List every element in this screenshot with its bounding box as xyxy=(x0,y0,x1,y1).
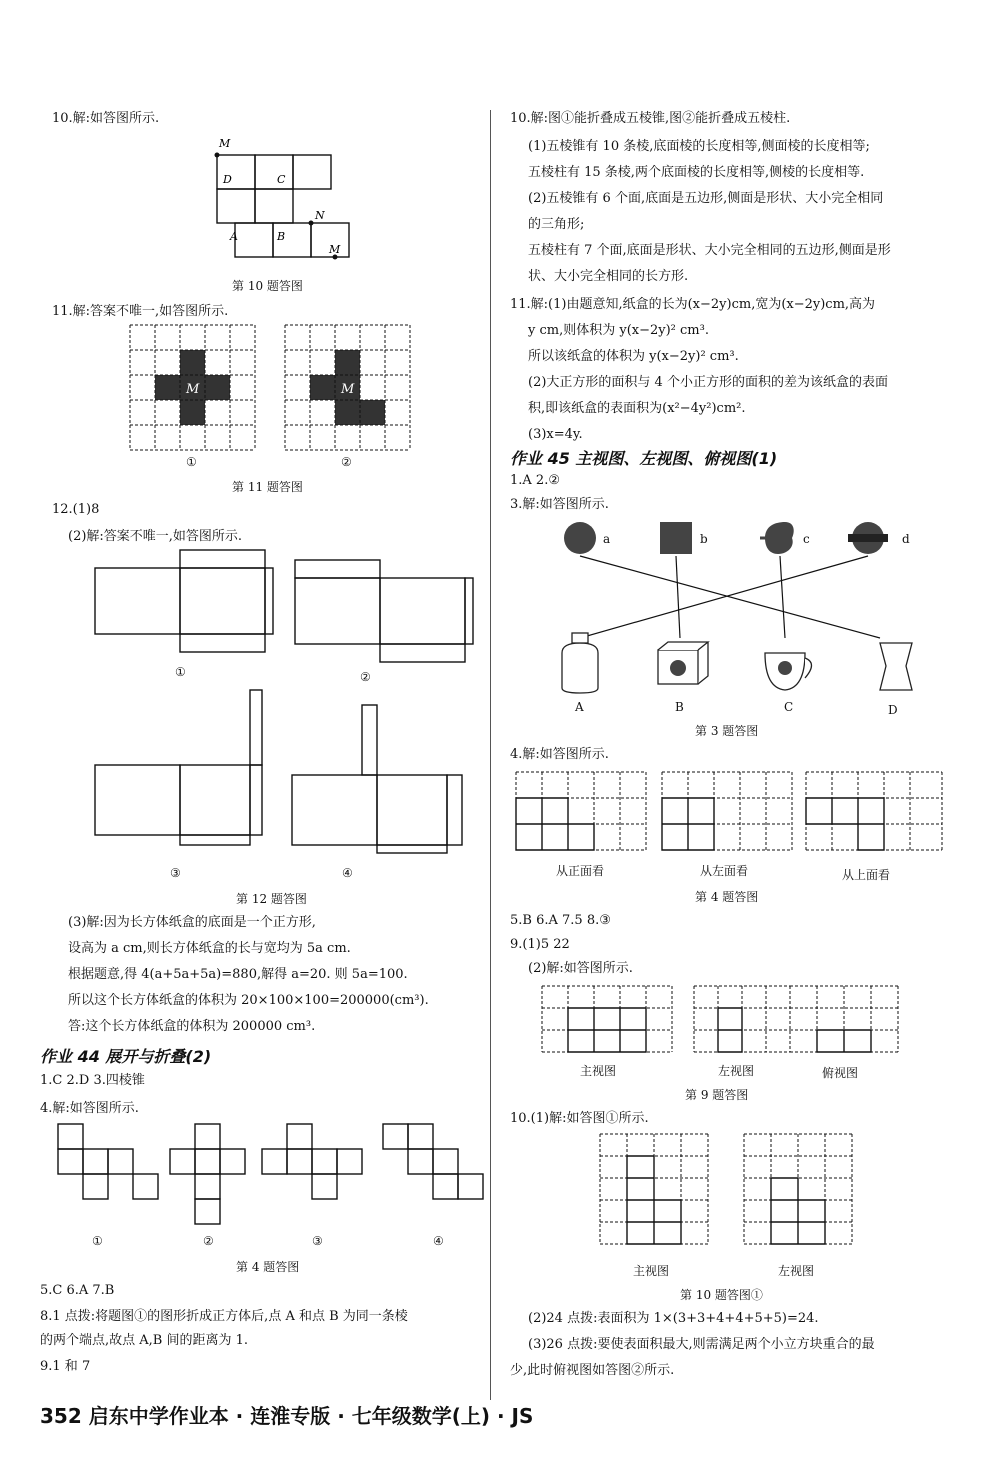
q3-label-D: D xyxy=(888,703,898,717)
q12-part3-line2: 设高为 a cm,则长方体纸盒的长与宽均为 5a cm. xyxy=(68,941,351,956)
svg-text:D: D xyxy=(223,173,232,186)
hw45-q9: 9.(1)5 22 xyxy=(510,937,570,952)
q4-view-left xyxy=(662,772,794,854)
q11-caption: 第 11 题答图 xyxy=(232,480,303,494)
hw44-q5-7: 5.C 6.A 7.B xyxy=(40,1283,115,1298)
q12-part1: 12.(1)8 xyxy=(52,502,100,517)
hw45-q1-2: 1.A 2.② xyxy=(510,473,560,488)
hw45-q10-part3-line2: 少,此时俯视图如答图②所示. xyxy=(510,1363,675,1378)
r-q11-line3: 所以该纸盒的体积为 y(x−2y)² cm³. xyxy=(528,349,739,364)
q4-label-top: 从上面看 xyxy=(842,868,891,882)
q10-caption: 第 10 题答图 xyxy=(232,279,303,293)
q3-label-d: d xyxy=(902,532,910,546)
r-q10-line7: 状、大小完全相同的长方形. xyxy=(528,269,689,284)
hw45-q3: 3.解:如答图所示. xyxy=(510,497,609,512)
q11-grid-2 xyxy=(285,325,411,451)
q12-net-4 xyxy=(292,705,472,855)
q9-label-left: 左视图 xyxy=(718,1064,755,1078)
q4-label-left: 从左面看 xyxy=(700,864,749,878)
q12-net-2 xyxy=(295,560,475,670)
q9-view-top xyxy=(790,986,902,1056)
q12-part2: (2)解:答案不唯一,如答图所示. xyxy=(68,529,243,544)
hw44-q4: 4.解:如答图所示. xyxy=(40,1101,139,1116)
hw45-q10-part2: (2)24 点拨:表面积为 1×(3+3+4+4+5+5)=24. xyxy=(528,1311,819,1326)
q12-net-3 xyxy=(95,690,275,850)
r-q10-line5: 的三角形; xyxy=(528,217,585,232)
q12-label-3: ③ xyxy=(170,866,181,880)
q3-label-a: a xyxy=(603,532,611,546)
hw44-q8-line2: 的两个端点,故点 A,B 间的距离为 1. xyxy=(40,1333,249,1348)
svg-text:A: A xyxy=(230,230,238,243)
q10-view-left xyxy=(744,1134,856,1250)
q12-part3-line3: 根据题意,得 4(a+5a+5a)=880,解得 a=20. 则 5a=100. xyxy=(68,967,408,982)
hw44-q1-3: 1.C 2.D 3.四棱锥 xyxy=(40,1073,145,1088)
hw45-q9-part2: (2)解:如答图所示. xyxy=(528,961,633,976)
q10-view-main xyxy=(600,1134,712,1250)
column-divider xyxy=(490,110,491,1400)
q12-caption: 第 12 题答图 xyxy=(236,892,307,906)
q12-label-4: ④ xyxy=(342,866,353,880)
svg-text:N: N xyxy=(315,209,325,222)
r-q10-line6: 五棱柱有 7 个面,底面是形状、大小完全相同的五边形,侧面是形 xyxy=(528,243,891,258)
q9-caption: 第 9 题答图 xyxy=(685,1088,749,1102)
q11-grid-1 xyxy=(130,325,256,451)
q3-label-b: b xyxy=(700,532,708,546)
q10-label-main: 主视图 xyxy=(633,1264,670,1278)
hw45-q10: 10.(1)解:如答图①所示. xyxy=(510,1111,649,1126)
r-q11-line1: 11.解:(1)由题意知,纸盒的长为(x−2y)cm,宽为(x−2y)cm,高为 xyxy=(510,297,876,312)
svg-text:M: M xyxy=(186,382,200,397)
hw45-q4: 4.解:如答图所示. xyxy=(510,747,609,762)
q10-caption: 第 10 题答图① xyxy=(680,1288,763,1302)
q9-view-left xyxy=(694,986,794,1056)
q9-view-main xyxy=(542,986,674,1056)
hw44-net-1 xyxy=(58,1124,168,1234)
q10-label-left: 左视图 xyxy=(778,1264,815,1278)
hw44-q8-line1: 8.1 点拨:将题图①的图形折成正方体后,点 A 和点 B 为同一条棱 xyxy=(40,1309,408,1324)
q12-part3-line4: 所以这个长方体纸盒的体积为 20×100×100=200000(cm³). xyxy=(68,993,429,1008)
q12-part3-line1: (3)解:因为长方体纸盒的底面是一个正方形, xyxy=(68,915,316,930)
page-footer: 352 启东中学作业本 · 连淮专版 · 七年级数学(上) · JS xyxy=(40,1404,534,1428)
q9-label-main: 主视图 xyxy=(580,1064,617,1078)
hw44-q9: 9.1 和 7 xyxy=(40,1359,91,1374)
svg-text:B: B xyxy=(277,230,286,243)
hw44-label-3: ③ xyxy=(312,1234,323,1248)
q11-label-2: ② xyxy=(341,455,352,469)
q3-label-B: B xyxy=(675,700,684,714)
q12-part3-line5: 答:这个长方体纸盒的体积为 200000 cm³. xyxy=(68,1019,316,1034)
q12-label-1: ① xyxy=(175,665,186,679)
q3-label-A: A xyxy=(575,700,584,714)
hw44-heading: 作业 44 展开与折叠(2) xyxy=(40,1047,212,1066)
q4-caption: 第 4 题答图 xyxy=(695,890,759,904)
r-q10-line4: (2)五棱锥有 6 个面,底面是五边形,侧面是形状、大小完全相同 xyxy=(528,191,884,206)
hw44-caption: 第 4 题答图 xyxy=(236,1260,300,1274)
q10-net-diagram xyxy=(195,135,365,265)
r-q11-line5: 积,即该纸盒的表面积为(x²−4y²)cm². xyxy=(528,401,746,416)
r-q11-line6: (3)x=4y. xyxy=(528,427,583,442)
hw44-net-4 xyxy=(383,1124,493,1234)
r-q11-line4: (2)大正方形的面积与 4 个小正方形的面积的差为该纸盒的表面 xyxy=(528,375,888,390)
r-q10-line3: 五棱柱有 15 条棱,两个底面棱的长度相等,侧棱的长度相等. xyxy=(528,165,865,180)
q4-view-front xyxy=(516,772,648,854)
hw45-heading: 作业 45 主视图、左视图、俯视图(1) xyxy=(510,449,778,468)
r-q10-line2: (1)五棱锥有 10 条棱,底面棱的长度相等,侧面棱的长度相等; xyxy=(528,139,870,154)
q3-caption: 第 3 题答图 xyxy=(695,724,759,738)
svg-text:M: M xyxy=(219,137,231,150)
q11-answer: 11.解:答案不唯一,如答图所示. xyxy=(52,304,229,319)
svg-text:M: M xyxy=(329,243,341,256)
r-q11-line2: y cm,则体积为 y(x−2y)² cm³. xyxy=(528,323,709,338)
svg-text:M: M xyxy=(341,382,355,397)
q3-matching-diagram xyxy=(560,518,920,718)
q4-label-front: 从正面看 xyxy=(556,864,605,878)
hw44-label-4: ④ xyxy=(433,1234,444,1248)
hw44-label-2: ② xyxy=(203,1234,214,1248)
q9-label-top: 俯视图 xyxy=(822,1066,859,1080)
q12-net-1 xyxy=(95,550,275,660)
hw45-q10-part3-line1: (3)26 点拨:要使表面积最大,则需满足两个小立方块重合的最 xyxy=(528,1337,875,1352)
hw45-q5-8: 5.B 6.A 7.5 8.③ xyxy=(510,913,611,928)
q3-label-c: c xyxy=(803,532,810,546)
q12-label-2: ② xyxy=(360,670,371,684)
r-q10-line1: 10.解:图①能折叠成五棱锥,图②能折叠成五棱柱. xyxy=(510,111,791,126)
q10-answer: 10.解:如答图所示. xyxy=(52,111,160,126)
hw44-net-3 xyxy=(262,1124,372,1234)
q11-label-1: ① xyxy=(186,455,197,469)
hw44-label-1: ① xyxy=(92,1234,103,1248)
q3-label-C: C xyxy=(784,700,794,714)
q4-view-top xyxy=(806,772,946,854)
svg-text:C: C xyxy=(277,173,286,186)
